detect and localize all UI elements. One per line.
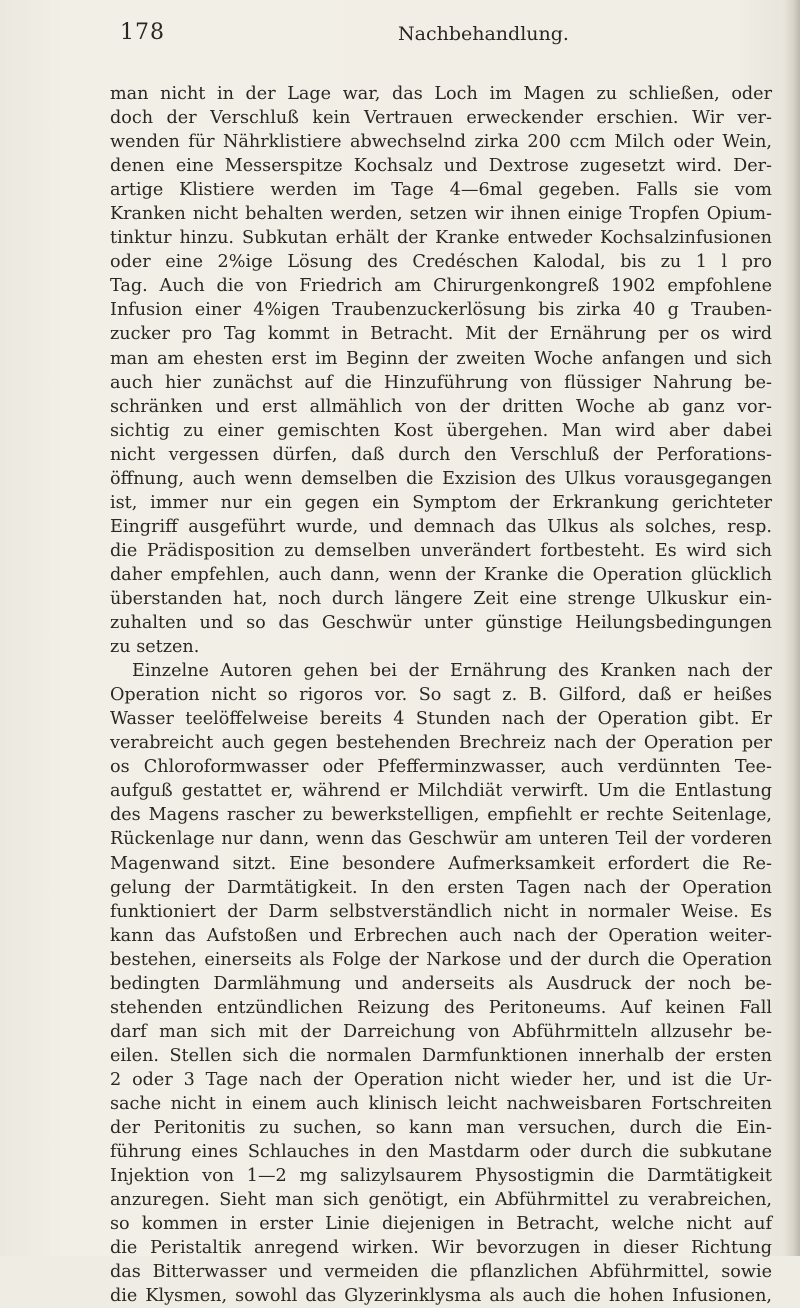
text-line: sichtig zu einer gemischten Kost übergehen. Man wird aber dabei — [110, 420, 772, 441]
text-line: man nicht in der Lage war, das Loch im Magen zu schließen, oder — [110, 84, 772, 104]
text-line: oder eine 2%ige Lösung des Credéschen Kalodal, bis zu 1 l pro — [110, 252, 772, 273]
text-line: doch der Verschluß kein Vertrauen erweckender erschien. Wir ver- — [110, 108, 772, 129]
text-line: führung eines Schlauches in den Mastdarm oder durch die subkutane — [110, 1142, 772, 1163]
text-line: man am ehesten erst im Beginn der zweiten Woche anfangen und sich — [110, 348, 772, 369]
text-line: die Prädisposition zu demselben unverändert fortbesteht. Es wird sich — [110, 540, 772, 561]
text-line: gelung der Darmtätigkeit. In den ersten Tagen nach der Operation — [110, 877, 772, 898]
text-line: Wasser teelöffelweise bereits 4 Stunden nach der Operation gibt. Er — [110, 709, 772, 730]
text-line: des Magens rascher zu bewerkstelligen, empfiehlt er rechte Seitenlage, — [110, 805, 772, 826]
text-line: anzuregen. Sieht man sich genötigt, ein Abführmittel zu verabreichen, — [110, 1190, 772, 1211]
text-line: kann das Aufstoßen und Erbrechen auch nach der Operation weiter- — [110, 925, 772, 946]
text-line: zu setzen. — [110, 637, 200, 658]
text-line: 2 oder 3 Tage nach der Operation nicht wieder her, und ist die Ur- — [110, 1069, 772, 1090]
text-line: Einzelne Autoren gehen bei der Ernährung des Kranken nach der — [132, 661, 772, 682]
text-line: bedingten Darmlähmung und anderseits als Ausdruck der noch be- — [110, 973, 772, 994]
text-line: nicht vergessen dürfen, daß durch den Verschluß der Perforations- — [110, 444, 772, 465]
text-line: Magenwand sitzt. Eine besondere Aufmerksamkeit erfordert die Re- — [110, 853, 772, 874]
text-line: darf man sich mit der Darreichung von Abführmitteln allzusehr be- — [110, 1021, 772, 1042]
text-line: Rückenlage nur dann, wenn das Geschwür am unteren Teil der vorderen — [110, 829, 772, 850]
text-line: ist, immer nur ein gegen ein Symptom der Erkrankung gerichteter — [110, 492, 772, 513]
text-line: die Klysmen, sowohl das Glyzerinklysma als auch die hohen Infusionen, — [110, 1286, 772, 1307]
text-line: überstanden hat, noch durch längere Zeit eine strenge Ulkuskur ein- — [110, 588, 772, 609]
text-line: Tag. Auch die von Friedrich am Chirurgenkongreß 1902 empfohlene — [110, 276, 772, 297]
text-line: daher empfehlen, auch dann, wenn der Kranke die Operation glücklich — [110, 564, 772, 585]
text-line: os Chloroformwasser oder Pfefferminzwasser, auch verdünnten Tee- — [110, 757, 772, 778]
text-line: eilen. Stellen sich die normalen Darmfunktionen innerhalb der ersten — [110, 1045, 772, 1066]
text-line: das Bitterwasser und vermeiden die pflanzlichen Abführmittel, sowie — [110, 1262, 772, 1283]
text-line: auch hier zunächst auf die Hinzuführung von flüssiger Nahrung be- — [110, 372, 772, 393]
body-text — [110, 82, 772, 1308]
page-number: 178 — [120, 20, 165, 45]
text-line: Kranken nicht behalten werden, setzen wir ihnen einige Tropfen Opium- — [110, 204, 772, 225]
text-line: funktioniert der Darm selbstverständlich nicht in normaler Weise. Es — [110, 901, 772, 922]
text-line: stehenden entzündlichen Reizung des Peritoneums. Auf keinen Fall — [110, 997, 772, 1018]
page-edge-shadow — [784, 0, 800, 1256]
text-line: aufguß gestattet er, während er Milchdiät verwirft. Um die Entlastung — [110, 781, 772, 802]
paragraph — [110, 82, 772, 659]
text-line: so kommen in erster Linie diejenigen in Betracht, welche nicht auf — [110, 1214, 772, 1235]
text-line: Infusion einer 4%igen Traubenzuckerlösung bis zirka 40 g Trauben- — [110, 300, 772, 321]
text-line: tinktur hinzu. Subkutan erhält der Kranke entweder Kochsalzinfusionen — [110, 228, 772, 249]
text-line: öffnung, auch wenn demselben die Exzision des Ulkus vorausgegangen — [110, 468, 772, 489]
text-line: die Peristaltik anregend wirken. Wir bevorzugen in dieser Richtung — [110, 1238, 772, 1259]
text-line: der Peritonitis zu suchen, so kann man versuchen, durch die Ein- — [110, 1118, 772, 1139]
text-line: bestehen, einerseits als Folge der Narkose und der durch die Operation — [110, 949, 772, 970]
text-line: zuhalten und so das Geschwür unter günstige Heilungsbedingungen — [110, 613, 772, 634]
text-line: Operation nicht so rigoros vor. So sagt z. B. Gilford, daß er heißes — [110, 685, 772, 706]
text-line: zucker pro Tag kommt in Betracht. Mit der Ernährung per os wird — [110, 324, 772, 345]
text-line: Eingriff ausgeführt wurde, und demnach das Ulkus als solches, resp. — [110, 516, 772, 537]
text-line: sache nicht in einem auch klinisch leicht nachweisbaren Fortschreiten — [110, 1093, 772, 1114]
text-line: artige Klistiere werden im Tage 4—6mal gegeben. Falls sie vom — [110, 180, 772, 201]
page-header — [120, 20, 780, 52]
paragraph — [110, 659, 772, 1308]
running-head: Nachbehandlung. — [398, 23, 569, 45]
text-line: schränken und erst allmählich von der dritten Woche ab ganz vor- — [110, 396, 772, 417]
text-line: Injektion von 1—2 mg salizylsaurem Physostigmin die Darmtätigkeit — [110, 1166, 772, 1187]
text-line: verabreicht auch gegen bestehenden Brechreiz nach der Operation per — [110, 733, 772, 754]
text-line: wenden für Nährklistiere abwechselnd zirka 200 ccm Milch oder Wein, — [110, 132, 772, 153]
text-line: denen eine Messerspitze Kochsalz und Dextrose zugesetzt wird. Der- — [110, 156, 772, 177]
